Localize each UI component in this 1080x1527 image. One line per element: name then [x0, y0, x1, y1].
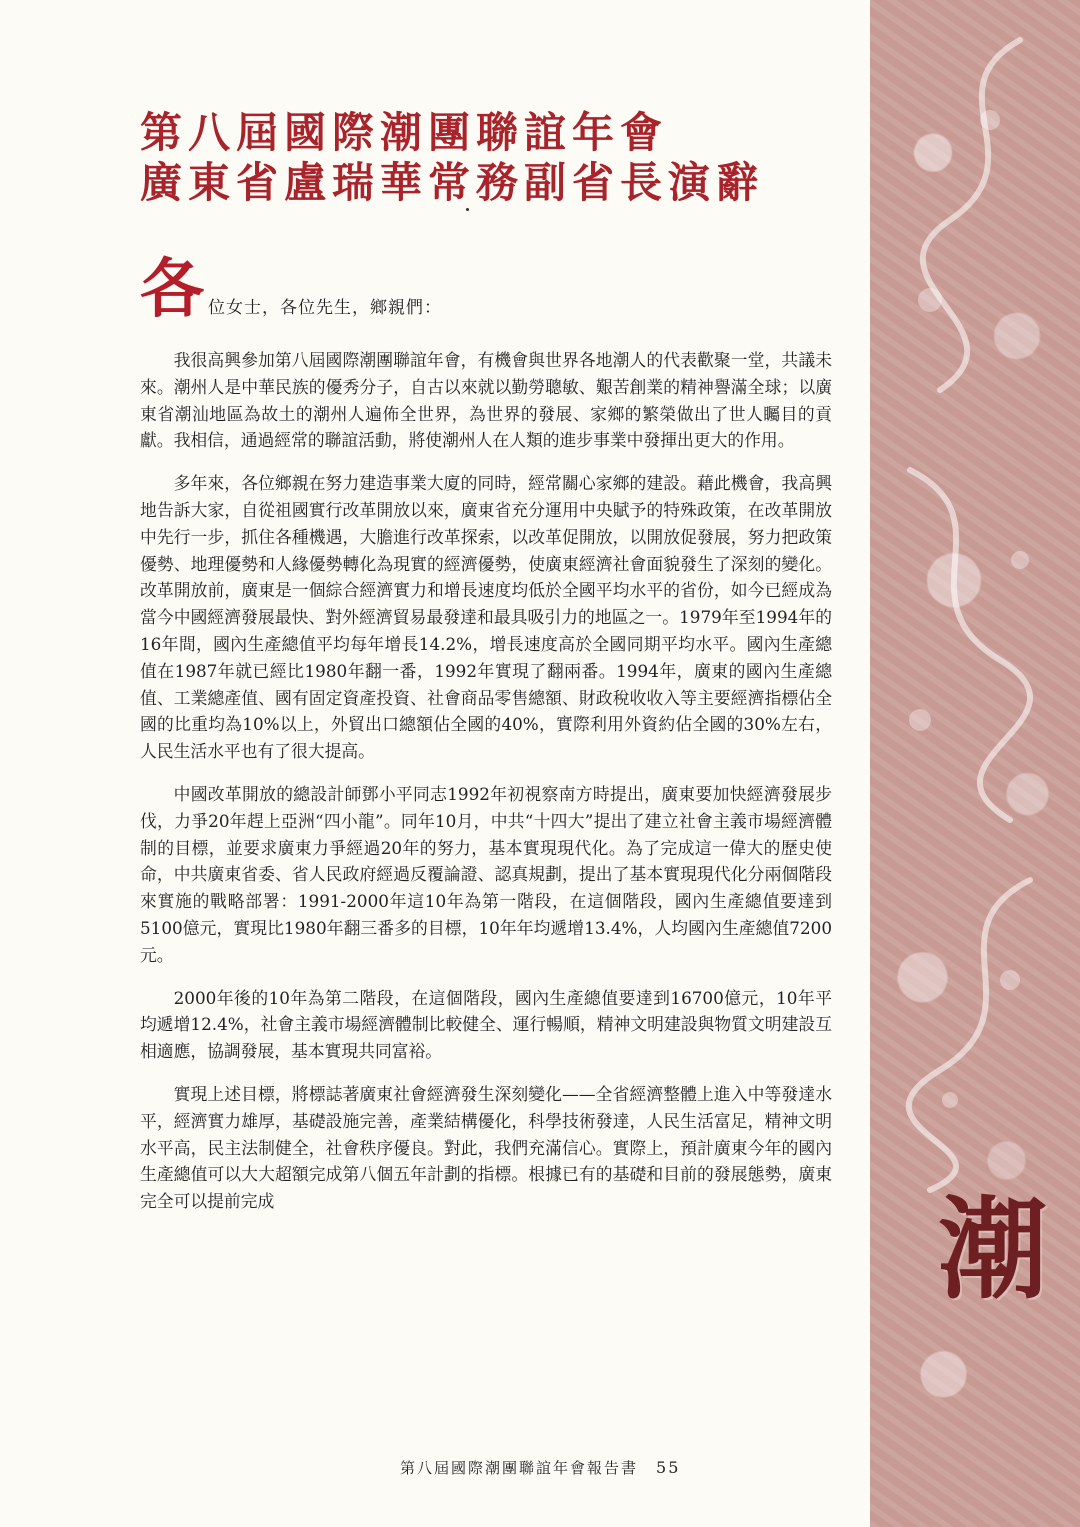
salutation: 位女士，各位先生，鄉親們： — [208, 298, 442, 318]
salutation-line — [140, 253, 442, 327]
paragraph-3: 中國改革開放的總設計師鄧小平同志1992年初視察南方時提出，廣東要加快經濟發展步伐，力爭20年趕上亞洲“四小龍”。同年10月，中共“十四大”提出了建立社會主義市場經濟體制的目標，並要求廣東力爭經過20年的努力，基本實現現代化。為了完成這一偉大的歷史使命，中共廣東省委、省人民政府經過反覆論證、認真規劃，提出了基本實現現代化分兩個階段來實施的戰略部署：1991-2000年這10年為第一階段，在這個階段，國內生產總值要達到5100億元，實現比1980年翻三番多的目標，10年年均遞增13.4%，人均國內生產總值7200元。 — [140, 783, 832, 965]
drop-cap: 各 — [140, 253, 204, 327]
paragraph-5: 實現上述目標，將標誌著廣東社會經濟發生深刻變化——全省經濟整體上進入中等發達水平，經濟實力雄厚，基礎設施完善，產業結構優化，科學技術發達，人民生活富足，精神文明水平高，民主法制健全，社會秩序優良。對此，我們充滿信心。實際上，預計廣東今年的國內生產總值可以大大超額完成第八個五年計劃的指標。根據已有的基礎和目前的發展態勢，廣東完全可以提前完成 — [140, 1083, 832, 1212]
page-title-line-1: 第八屆國際潮團聯誼年會 — [140, 108, 669, 157]
decorative-dot — [466, 208, 469, 211]
paragraph-4: 2000年後的10年為第二階段，在這個階段，國內生產總值要達到16700億元，10年平均遞增12.4%，社會主義市場經濟體制比較健全、運行暢順，精神文明建設與物質文明建設互相適應，協調發展，基本實現共同富裕。 — [140, 987, 832, 1062]
speech-body — [140, 347, 832, 1231]
page-title-line-2: 廣東省盧瑞華常務副省長演辭 — [140, 158, 765, 207]
paragraph-2: 多年來，各位鄉親在努力建造事業大廈的同時，經常關心家鄉的建設。藉此機會，我高興地告訴大家，自從祖國實行改革開放以來，廣東省充分運用中央賦予的特殊政策，在改革開放中先行一步，抓住各種機遇，大膽進行改革探索，以改革促開放，以開放促發展，努力把政策優勢、地理優勢和人緣優勢轉化為現實的經濟優勢，使廣東經濟社會面貌發生了深刻的變化。改革開放前，廣東是一個綜合經濟實力和增長速度均低於全國平均水平的省份，如今已經成為當今中國經濟發展最快、對外經濟貿易最發達和最具吸引力的地區之一。1979年至1994年的16年間，國內生產總值平均每年增長14.2%，增長速度高於全國同期平均水平。國內生產總值在1987年就已經比1980年翻一番，1992年實現了翻兩番。1994年，廣東的國內生產總值、工業總產值、國有固定資產投資、社會商品零售總額、財政稅收收入等主要經濟指標佔全國的比重均為10%以上，外貿出口總額佔全國的40%，實際利用外資約佔全國的30%左右，人民生活水平也有了很大提高。 — [140, 473, 832, 762]
chao-calligraphy-seal: 潮 — [938, 1185, 1048, 1314]
page-number: 55 — [656, 1458, 681, 1477]
footer-title: 第八屆國際潮團聯誼年會報告書 — [400, 1459, 639, 1477]
page-footer — [400, 1457, 680, 1478]
decorative-dragon-border — [870, 0, 1080, 1527]
paragraph-1: 我很高興參加第八屆國際潮團聯誼年會，有機會與世界各地潮人的代表歡聚一堂，共議未來。潮州人是中華民族的優秀分子，自古以來就以勤勞聰敏、艱苦創業的精神譽滿全球；以廣東省潮汕地區為故土的潮州人遍佈全世界，為世界的發展、家鄉的繁榮做出了世人矚目的貢獻。我相信，通過經常的聯誼活動，將使潮州人在人類的進步事業中發揮出更大的作用。 — [140, 350, 832, 451]
